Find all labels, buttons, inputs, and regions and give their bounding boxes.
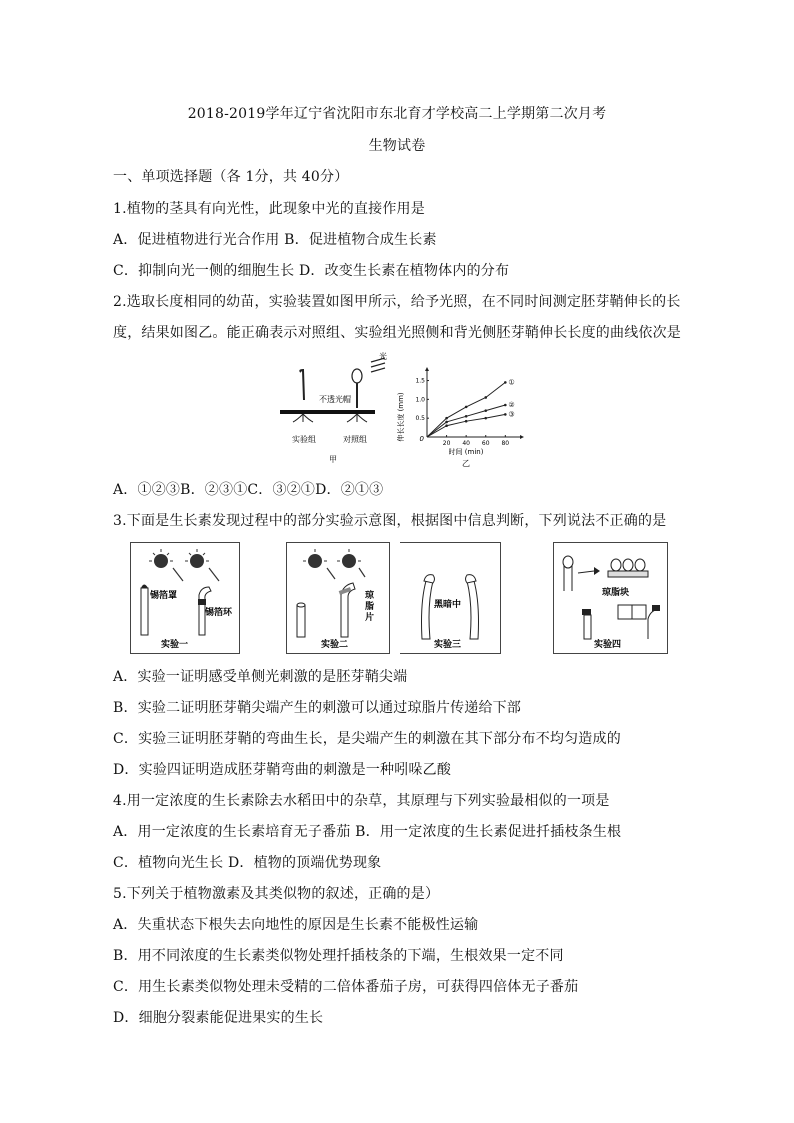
q5-option-d: D．细胞分裂素能促进果实的生长 xyxy=(113,1010,324,1026)
sun-icon xyxy=(185,549,209,568)
foil-ring-label: 锡箔环 xyxy=(205,608,233,618)
data-point xyxy=(445,424,448,427)
seedling-exp xyxy=(300,370,304,400)
tips-on-agar-icon xyxy=(608,559,648,577)
chart-ylabel: 伸长长度 (mm) xyxy=(397,392,405,442)
q4-options-cd: C．植物向光生长 D．植物的顶端优势现象 xyxy=(113,855,382,871)
x-tick-label: 40 xyxy=(462,440,470,447)
chart-origin: 0 xyxy=(419,435,424,443)
q1-stem: 1.植物的茎具有向光性，此现象中光的直接作用是 xyxy=(113,201,425,217)
q3-option-a: A．实验一证明感受单侧光刺激的是胚芽鞘尖端 xyxy=(113,669,408,685)
panel-experiment-1 xyxy=(130,542,240,654)
series-label: ② xyxy=(508,401,515,409)
panel-3-caption: 实验三 xyxy=(434,640,462,650)
q1-options-ab: A．促进植物进行光合作用 B．促进植物合成生长素 xyxy=(113,232,437,248)
series-label: ① xyxy=(508,378,515,387)
data-point xyxy=(504,413,507,416)
data-point xyxy=(484,396,487,399)
data-point xyxy=(465,420,468,423)
data-point xyxy=(484,409,487,412)
group-ctrl-label: 对照组 xyxy=(343,435,367,444)
panel-2-caption: 实验二 xyxy=(321,640,349,650)
q5-option-b: B．用不同浓度的生长素类似物处理扦插枝条的下端，生根效果一定不同 xyxy=(113,948,564,964)
group-exp-label: 实验组 xyxy=(292,435,316,444)
q2-stem-line2: 度，结果如图乙。能正确表示对照组、实验组光照侧和背光侧胚芽鞘伸长长度的曲线依次是 xyxy=(113,325,681,341)
figure-jia xyxy=(275,350,385,468)
data-point xyxy=(504,404,507,407)
q3-option-b: B．实验二证明胚芽鞘尖端产生的刺激可以通过琼脂片传递给下部 xyxy=(113,700,522,716)
data-point xyxy=(465,406,468,409)
chart-caption: 乙 xyxy=(462,459,470,468)
q2-stem-line1: 2.选取长度相同的幼苗，实验装置如图甲所示，给予光照，在不同时间测定胚芽鞘伸长的长 xyxy=(113,294,681,310)
opaque-cap-icon xyxy=(352,369,362,383)
light-label: 光 xyxy=(379,352,387,361)
q5-option-c: C．用生长素类似物处理未受精的二倍体番茄子房，可获得四倍体无子番茄 xyxy=(113,979,579,995)
q3-option-d: D．实验四证明造成胚芽鞘弯曲的刺激是一种吲哚乙酸 xyxy=(113,762,452,778)
x-tick-label: 80 xyxy=(501,440,510,447)
page-subtitle: 生物试卷 xyxy=(368,138,426,154)
series-label: ③ xyxy=(508,410,515,419)
panel-experiment-4 xyxy=(553,542,668,654)
x-tick-label: 60 xyxy=(481,440,490,447)
y-tick-label: 1.5 xyxy=(415,377,425,385)
data-point xyxy=(465,415,468,418)
foil-cap-label: 锡箔罩 xyxy=(150,591,178,601)
y-tick-label: 0.5 xyxy=(415,415,425,423)
panel-experiment-3 xyxy=(400,542,501,654)
agar-block-label: 琼脂块 xyxy=(602,588,630,598)
dark-label: 黑暗中 xyxy=(434,600,462,610)
q3-option-c: C．实验三证明胚芽鞘的弯曲生长，是尖端产生的刺激在其下部分布不均匀造成的 xyxy=(113,731,621,747)
panel-4-caption: 实验四 xyxy=(594,640,622,650)
figure-jia-caption: 甲 xyxy=(329,455,337,464)
panel-1-caption: 实验一 xyxy=(161,640,189,650)
agar-slice-label: 琼脂片 xyxy=(365,591,375,623)
figure-yi-chart xyxy=(395,365,530,470)
q4-stem: 4.用一定浓度的生长素除去水稻田中的杂草，其原理与下列实验最相似的一项是 xyxy=(113,793,610,809)
root-ctrl xyxy=(347,414,367,422)
panel-experiment-2 xyxy=(286,542,390,654)
y-axis-arrow xyxy=(425,367,429,371)
data-point xyxy=(445,417,448,420)
series-line xyxy=(427,382,505,437)
x-tick-label: 20 xyxy=(442,440,451,447)
root-exp xyxy=(293,414,313,422)
sun-icon xyxy=(303,549,327,568)
data-point xyxy=(484,417,487,420)
x-axis-arrow xyxy=(520,435,524,439)
q1-options-cd: C．抑制向光一侧的细胞生长 D．改变生长素在植物体内的分布 xyxy=(113,263,510,279)
y-tick-label: 1.0 xyxy=(415,396,425,404)
q2-options: A．①②③B．②③①C．③②①D．②①③ xyxy=(113,482,384,498)
page-title: 2018-2019学年辽宁省沈阳市东北育才学校高二上学期第二次月考 xyxy=(187,106,607,122)
q5-option-a: A．失重状态下根失去向地性的原因是生长素不能极性运输 xyxy=(113,917,479,933)
data-point xyxy=(445,421,448,424)
data-point xyxy=(504,381,507,384)
q4-options-ab: A．用一定浓度的生长素培育无子番茄 B．用一定浓度的生长素促进扦插枝条生根 xyxy=(113,824,622,840)
q5-stem: 5.下列关于植物激素及其类似物的叙述，正确的是） xyxy=(113,886,440,902)
sun-icon xyxy=(149,549,173,568)
q3-stem: 3.下面是生长素发现过程中的部分实验示意图，根据图中信息判断，下列说法不正确的是 xyxy=(113,513,667,529)
chart-plot-area xyxy=(415,367,524,447)
section-heading: 一、单项选择题（各 1分，共 40分） xyxy=(113,169,349,185)
base-board xyxy=(280,410,375,414)
sun-icon xyxy=(337,549,361,568)
chart-xlabel: 时间 (min) xyxy=(448,448,484,456)
cover-label: 不透光帽 xyxy=(319,395,351,404)
